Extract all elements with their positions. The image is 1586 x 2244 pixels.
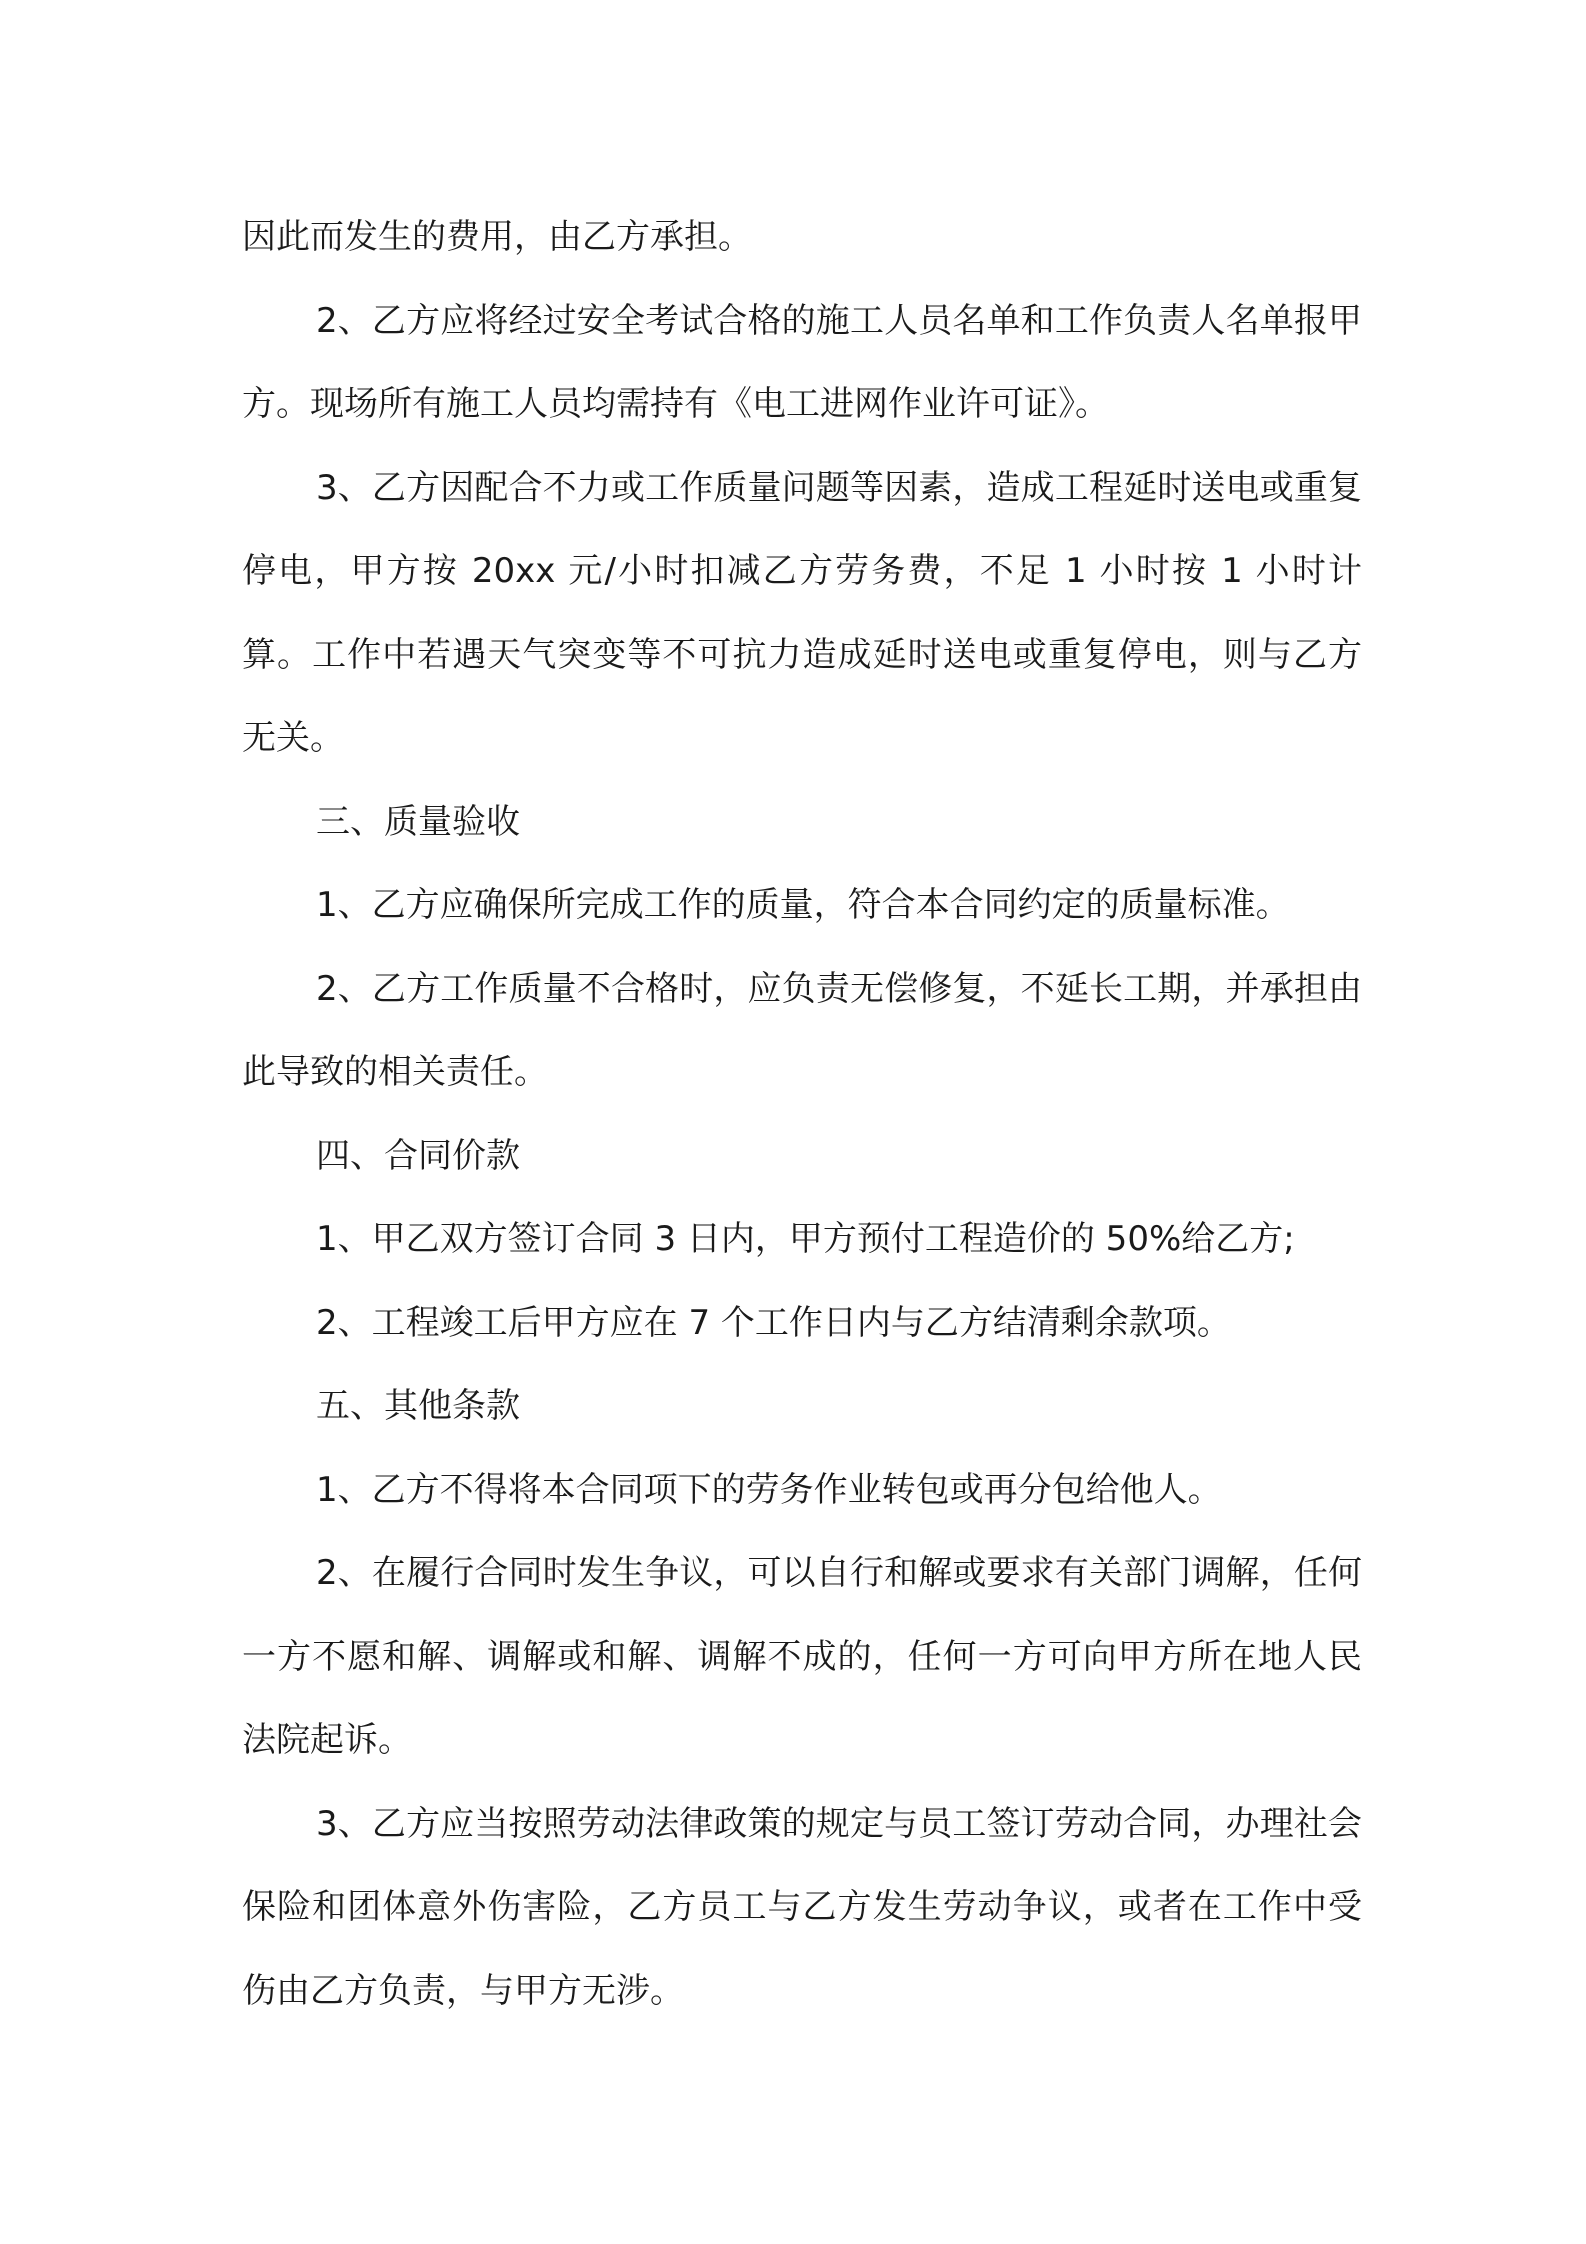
paragraph-dispute: 2、在履行合同时发生争议，可以自行和解或要求有关部门调解，任何一方不愿和解、调解或和解、调解不成的，任何一方可向甲方所在地人民法院起诉。 [242,1553,1362,1760]
paragraph-quality-repair: 2、乙方工作质量不合格时，应负责无偿修复，不延长工期，并承担由此导致的相关责任。 [242,968,1362,1092]
paragraph-staff-list: 2、乙方应将经过安全考试合格的施工人员名单和工作负责人名单报甲方。现场所有施工人员均需持有《电工进网作业许可证》。 [242,300,1362,424]
document-body [242,196,1362,2033]
paragraph-final-payment: 2、工程竣工后甲方应在 7 个工作日内与乙方结清剩余款项。 [316,1302,1231,1343]
paragraph-labor-law: 3、乙方应当按照劳动法律政策的规定与员工签订劳动合同，办理社会保险和团体意外伤害险，乙方员工与乙方发生劳动争议，或者在工作中受伤由乙方负责，与甲方无涉。 [242,1803,1362,2011]
paragraph-prepayment: 1、甲乙双方签订合同 3 日内，甲方预付工程造价的 50%给乙方; [316,1219,1295,1259]
section-heading-other: 五、其他条款 [316,1386,520,1426]
section-heading-quality: 三、质量验收 [316,801,520,842]
paragraph-no-subcontract: 1、乙方不得将本合同项下的劳务作业转包或再分包给他人。 [316,1469,1222,1510]
section-heading-price: 四、合同价款 [316,1135,520,1176]
paragraph-cost-continuation: 因此而发生的费用，由乙方承担。 [242,217,752,257]
paragraph-quality-standard: 1、乙方应确保所完成工作的质量，符合本合同约定的质量标准。 [316,885,1290,925]
paragraph-delay-penalty: 3、乙方因配合不力或工作质量问题等因素，造成工程延时送电或重复停电，甲方按 20xx 元/小时扣减乙方劳务费，不足 1 小时按 1 小时计算。工作中若遇天气突变等不可抗力造成延时送电或重复停电，则与乙方无关。 [242,467,1362,758]
